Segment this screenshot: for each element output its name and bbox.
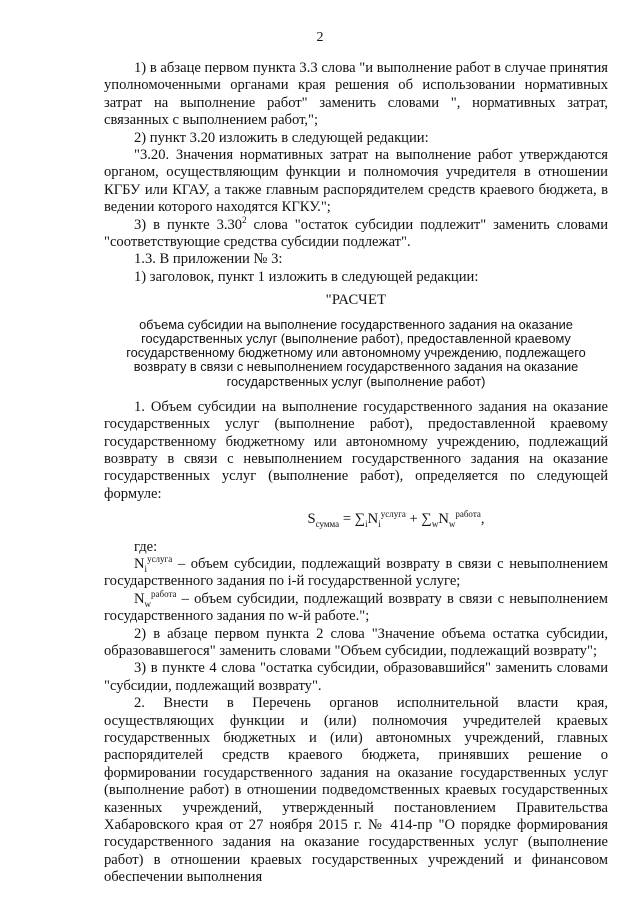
paragraph-new-3-20: "3.20. Значения нормативных затрат на выполнение работ утверждаются органом, осуществляющим функции и полномочия учредителя в отношении КГБУ или КГАУ, а также главным распорядителем средств краевого бюджета, в ведении которого находятся КГКУ."; bbox=[104, 147, 608, 216]
definition-work: $N_w^{работа}$ – объем субсидии, подлежащий возврату в связи с невыполнением государственного задания по w-й работе."; bbox=[104, 588, 608, 625]
paragraph-amend-3-20: 2) пункт 3.20 изложить в следующей редакции: bbox=[134, 129, 429, 146]
definition-service: $N_i^{услуга}$ – объем субсидии, подлежащий возврату в связи с невыполнением государственного задания по i-й государственной услуге; bbox=[104, 554, 608, 590]
paragraph-point-4: 3) в пункте 4 слова "остатка субсидии, образовавшийся" заменить словами "субсидии, подлежащий возврату". bbox=[104, 660, 608, 694]
calc-subtitle: объема субсидии на выполнение государственного задания на оказание государственных услуг (выполнение работ), предоставленной краевому государственному бюджетному или автономному учреждению, подлежащего возврату в связи с невыполнением государственного задания на оказание государственных услуг (выполнение работ) bbox=[126, 316, 586, 389]
formula: $S_{сумма} = \sum_iN_i^{услуга} + \sum_wN_w^{работа}$, bbox=[307, 509, 485, 530]
calc-heading: "РАСЧЕТ bbox=[325, 292, 387, 309]
paragraph-appendix-3: 1.3. В приложении № 3: bbox=[134, 251, 283, 268]
paragraph-section-2: 2. Внести в Перечень органов исполнительной власти края, осуществляющих функции и (или) полномочия учредителей краевых государственных бюджетных и (или) автономных учреждений, главных распорядителей средств краевого бюджета, принявших решение о формировании государственного задания на оказание государственных услуг (выполнение работ) в отношении подведомственных краевых государственных казенных учреждений, утвержденный постановлением Правительства Хабаровского края от 27 ноября 2015 г. № 414-пр "О порядке формирования государственного задания на оказание государственных услуг (выполнение работ) в отношении краевых государственных учреждений и финансовом обеспечении выполнения bbox=[104, 695, 608, 886]
paragraph-amend-3-30: 3) в пункте 3.30$^2$ слова "остаток субсидии подлежит" заменить словами "соответствующие средства субсидии подлежат". bbox=[104, 214, 608, 251]
page-number: 2 bbox=[316, 30, 324, 45]
paragraph-where: где: bbox=[134, 538, 158, 555]
paragraph-amend-3-3: 1) в абзаце первом пункта 3.3 слова "и выполнение работ в случае принятия уполномоченными органами края решения об использовании нормативных затрат на выполнение работ" заменить словами ", нормативных затрат, связанных с выполнением работ,"; bbox=[104, 60, 608, 129]
paragraph-title-change: 1) заголовок, пункт 1 изложить в следующей редакции: bbox=[134, 268, 479, 285]
document-body bbox=[104, 60, 608, 887]
paragraph-calc-point-1: 1. Объем субсидии на выполнение государственного задания на оказание государственных услуг (выполнение работ), предоставленной краевому государственному бюджетному или автономному учреждению, подлежащий возврату в связи с невыполнением государственного задания на оказание государственных услуг (выполнение работ), определяется по следующей формуле: bbox=[104, 398, 608, 502]
paragraph-point-2: 2) в абзаце первом пункта 2 слова "Значение объема остатка субсидии, образовавшегося" заменить словами "Объем субсидии, подлежащий возврату"; bbox=[104, 625, 608, 659]
